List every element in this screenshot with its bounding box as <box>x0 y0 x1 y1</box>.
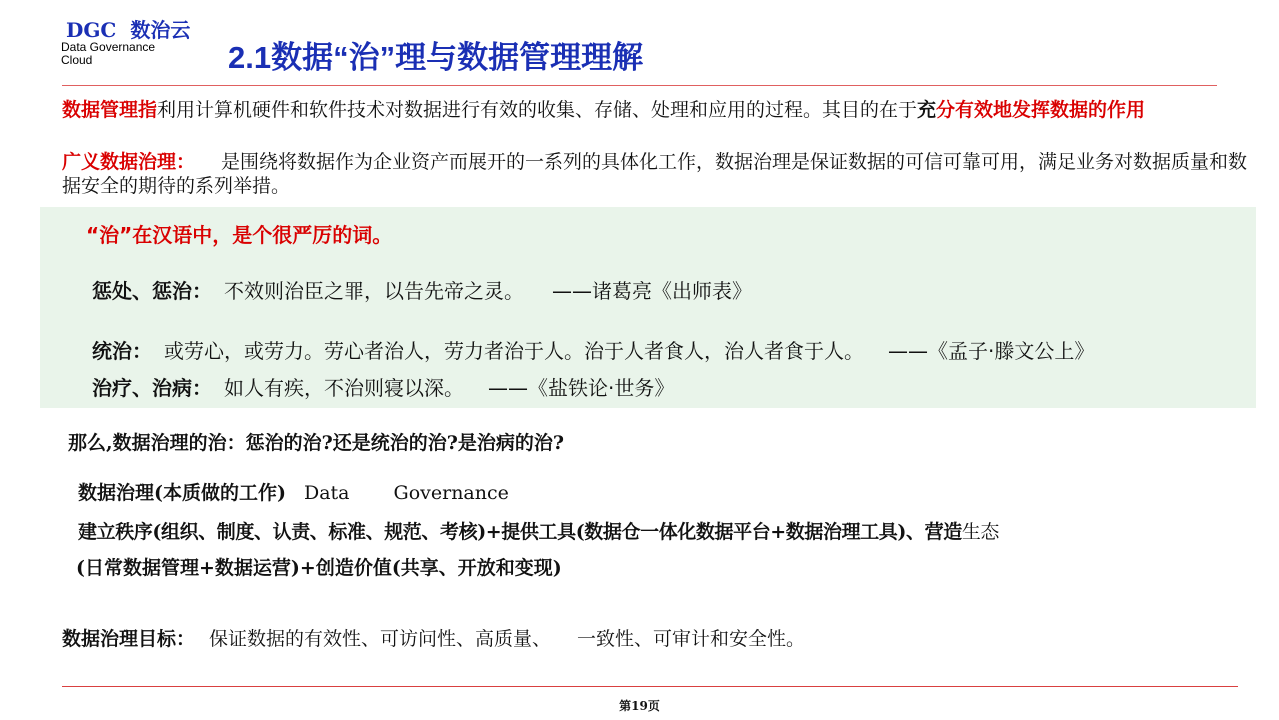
page-number: 第19页 <box>619 699 660 713</box>
mgmt-text: 利用计算机硬件和软件技术对数据进行有效的收集、存储、处理和应用的过程。其目的在于 <box>157 99 918 121</box>
essence-detail-line-1 <box>78 517 999 544</box>
quote-headline <box>86 222 392 248</box>
goal-text-1: 保证数据的有效性、可访问性、高质量、 <box>209 628 552 650</box>
essence-line <box>78 478 509 505</box>
footer-divider <box>62 686 1238 687</box>
mgmt-emphasis-lead: 充 <box>917 99 937 121</box>
quote-text: 如人有疾，不治则寝以深。 <box>224 376 464 400</box>
quote-text: 不效则治臣之罪，以告先帝之灵。 <box>224 279 524 303</box>
data-management-definition <box>62 98 1257 122</box>
page-title: 2.1数据“治”理与数据管理理解 <box>228 40 644 75</box>
gov-text: 是围绕将数据作为企业资产而展开的一系列的具体化工作，数据治理是保证数据的可信可靠可用，满足业务对数据质量和数据安全的期待的系列举措。 <box>62 151 1248 197</box>
quote-term: 治疗、治病： <box>92 376 212 400</box>
essence-en-2: Governance <box>393 482 509 504</box>
quote-text: 或劳心，或劳力。劳心者治人，劳力者治于人。治于人者食人，治人者食于人。 <box>164 339 864 363</box>
logo-abbr: DGC <box>66 18 117 42</box>
governance-goal <box>62 624 805 651</box>
goal-text-2: 一致性、可审计和安全性。 <box>577 628 806 650</box>
mgmt-term: 数据管理指 <box>62 99 158 121</box>
governance-question: 那么,数据治理的治：惩治的治?还是统治的治?是治病的治? <box>68 432 565 454</box>
logo <box>66 14 190 43</box>
quote-source: ——诸葛亮《出师表》 <box>552 279 752 303</box>
quote-headline-text: “治”在汉语中，是个很严厉的词。 <box>86 223 393 247</box>
logo-subtitle: Data Governance Cloud <box>61 40 156 67</box>
essence-detail-text: 建立秩序(组织、制度、认责、标准、规范、考核)+提供工具(数据仓一体化数据平台+数据治理工具)、营造 <box>78 521 962 543</box>
quote-term: 统治： <box>92 339 152 363</box>
quote-item <box>92 338 1094 364</box>
gov-term: 广义数据治理： <box>62 151 196 173</box>
quote-term: 惩处、惩治： <box>92 279 212 303</box>
quote-source: ——《盐铁论·世务》 <box>488 376 675 400</box>
mgmt-emphasis: 分有效地发挥数据的作用 <box>936 99 1146 121</box>
header-divider <box>62 85 1217 86</box>
quote-item <box>92 278 752 304</box>
quote-source: ——《孟子·滕文公上》 <box>888 339 1095 363</box>
essence-detail-line-2: (日常数据管理+数据运营)+创造价值(共享、开放和变现) <box>76 557 562 579</box>
essence-en-1: Data <box>303 482 350 504</box>
goal-label: 数据治理目标： <box>62 628 196 650</box>
logo-cn: 数治云 <box>130 18 191 42</box>
quote-item <box>92 375 674 401</box>
essence-detail-tail: 生态 <box>961 521 1000 543</box>
data-governance-definition <box>62 150 1257 198</box>
essence-label: 数据治理(本质做的工作) <box>78 482 286 504</box>
